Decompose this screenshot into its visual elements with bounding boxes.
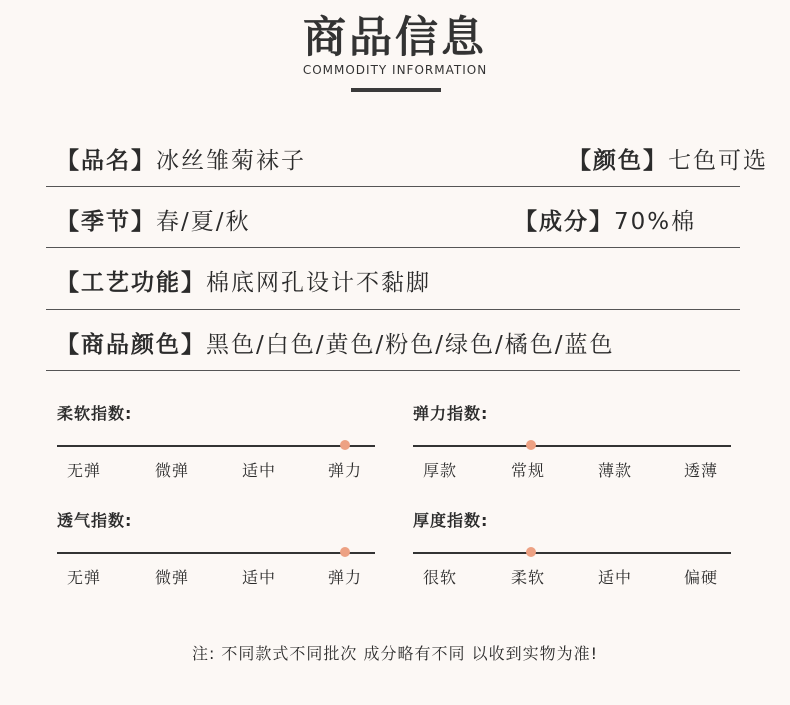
season-value: 春/夏/秋 (156, 209, 251, 235)
season-key: 【季节】 (56, 209, 156, 235)
scale-label: 适中 (597, 568, 633, 587)
scale-marker (340, 440, 350, 450)
scale-label: 适中 (241, 568, 277, 587)
material-row (514, 203, 696, 236)
scale-title: 柔软指数: (57, 404, 133, 423)
divider (46, 370, 740, 371)
product-colors-key: 【商品颜色】 (56, 332, 206, 358)
divider (46, 309, 740, 310)
material-value: 70%棉 (614, 209, 697, 235)
scale-label: 适中 (241, 461, 277, 480)
scale-label: 常规 (510, 461, 546, 480)
scale-track (57, 445, 375, 447)
material-key: 【成分】 (514, 209, 614, 235)
scale-label: 透薄 (683, 461, 719, 480)
scale-marker (340, 547, 350, 557)
scale-label: 无弹 (66, 461, 102, 480)
product-colors-row (56, 326, 615, 359)
color-row (568, 142, 768, 175)
scale-label: 偏硬 (683, 568, 719, 587)
scale-label: 微弹 (154, 461, 190, 480)
scale-track (413, 552, 731, 554)
scale-label: 厚款 (422, 461, 458, 480)
divider (46, 247, 740, 248)
scale-label: 弹力 (327, 568, 363, 587)
craft-value: 棉底网孔设计不黏脚 (206, 270, 431, 296)
title-underline (351, 88, 441, 92)
scale-marker (526, 547, 536, 557)
scale-label: 柔软 (510, 568, 546, 587)
scale-title: 厚度指数: (413, 511, 489, 530)
scale-label: 弹力 (327, 461, 363, 480)
scale-label: 无弹 (66, 568, 102, 587)
page-subtitle: COMMODITY INFORMATION (302, 63, 488, 77)
product-colors-value: 黑色/白色/黄色/粉色/绿色/橘色/蓝色 (206, 332, 615, 358)
scale-title: 弹力指数: (413, 404, 489, 423)
page-title: 商品信息 (303, 13, 487, 63)
scale-track (57, 552, 375, 554)
craft-key: 【工艺功能】 (56, 270, 206, 296)
product-name-value: 冰丝雏菊袜子 (156, 148, 306, 174)
scale-track (413, 445, 731, 447)
scale-title: 透气指数: (57, 511, 133, 530)
color-value: 七色可选 (668, 148, 768, 174)
product-name-key: 【品名】 (56, 148, 156, 174)
scale-label: 薄款 (597, 461, 633, 480)
product-name-row (56, 142, 306, 175)
craft-row (56, 264, 431, 297)
scale-marker (526, 440, 536, 450)
disclaimer-note: 注: 不同款式不同批次 成分略有不同 以收到实物为准! (191, 644, 599, 663)
season-row (56, 203, 251, 236)
color-key: 【颜色】 (568, 148, 668, 174)
scale-label: 很软 (422, 568, 458, 587)
divider (46, 186, 740, 187)
scale-label: 微弹 (154, 568, 190, 587)
